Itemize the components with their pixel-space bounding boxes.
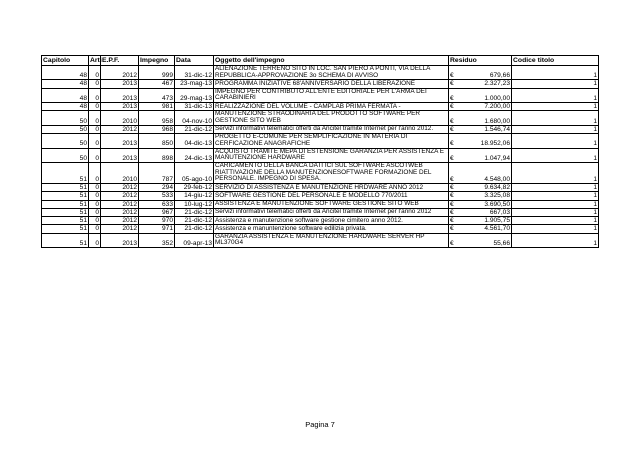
cell-data: 21-dic-12: [175, 125, 214, 133]
cell-data: 29-feb-12: [175, 184, 214, 192]
cell-impegno: 967: [139, 208, 175, 216]
cell-impegno: 968: [139, 125, 175, 133]
cell-impegno: 999: [139, 66, 175, 80]
header-codice-titolo: Codice titolo: [512, 56, 599, 66]
cell-residuo: 1.000,00: [459, 88, 512, 102]
cell-oggetto: MANUTENZIONE STRAODINARIA DEL PRODOTTO SOFTWARE PER GESTIONE SITO WEB: [214, 111, 449, 125]
cell-impegno: 294: [139, 184, 175, 192]
cell-arti: 0: [89, 184, 101, 192]
cell-epf: 2013: [101, 88, 139, 102]
table-row: [42, 80, 599, 88]
cell-capitolo: 51: [42, 200, 89, 208]
cell-residuo: 2.327,23: [459, 80, 512, 88]
cell-capitolo: 51: [42, 225, 89, 233]
cell-impegno: 970: [139, 217, 175, 225]
cell-data: 09-apr-13: [175, 233, 214, 247]
cell-impegno: 633: [139, 200, 175, 208]
table-row: [42, 66, 599, 80]
cell-data: 04-nov-10: [175, 111, 214, 125]
cell-codice-titolo: 1: [512, 66, 599, 80]
cell-codice-titolo: 1: [512, 208, 599, 216]
cell-arti: 0: [89, 80, 101, 88]
cell-capitolo: 48: [42, 66, 89, 80]
cell-data: 21-dic-12: [175, 208, 214, 216]
cell-codice-titolo: 1: [512, 88, 599, 102]
cell-codice-titolo: 1: [512, 200, 599, 208]
cell-arti: 0: [89, 192, 101, 200]
cell-impegno: 787: [139, 162, 175, 183]
cell-codice-titolo: 1: [512, 125, 599, 133]
cell-currency: €: [449, 103, 459, 111]
cell-arti: 0: [89, 66, 101, 80]
cell-codice-titolo: 1: [512, 103, 599, 111]
cell-currency: €: [449, 208, 459, 216]
cell-currency: €: [449, 192, 459, 200]
cell-capitolo: 51: [42, 233, 89, 247]
cell-data: 21-dic-12: [175, 225, 214, 233]
cell-currency: €: [449, 111, 459, 125]
cell-codice-titolo: 1: [512, 134, 599, 148]
cell-epf: 2013: [101, 148, 139, 162]
cell-impegno: 533: [139, 192, 175, 200]
impegni-table: [41, 55, 599, 248]
cell-data: 29-mag-13: [175, 88, 214, 102]
table-row: [42, 148, 599, 162]
cell-arti: 0: [89, 134, 101, 148]
header-impegno: Impegno: [139, 56, 175, 66]
cell-oggetto: GARANZIA ASSISTENZA E MANUTENZIONE HARDWARE SERVER HP ML370G4: [214, 233, 449, 247]
cell-impegno: 352: [139, 233, 175, 247]
cell-capitolo: 51: [42, 217, 89, 225]
cell-codice-titolo: 1: [512, 217, 599, 225]
cell-codice-titolo: 1: [512, 80, 599, 88]
cell-capitolo: 51: [42, 184, 89, 192]
cell-data: 05-ago-10: [175, 162, 214, 183]
cell-residuo: 4.561,70: [459, 225, 512, 233]
cell-epf: 2013: [101, 80, 139, 88]
table-row: [42, 192, 599, 200]
cell-currency: €: [449, 184, 459, 192]
header-oggetto: Oggetto dell'impegno: [214, 56, 449, 66]
cell-oggetto: Servizi informativi telematici offerti da Ancitel tramite Internet per l'anno 2012: [214, 208, 449, 216]
cell-currency: €: [449, 134, 459, 148]
cell-oggetto: ASSISTENZA E MANUTENZIONE SOFTWARE GESTIONE SITO WEB: [214, 200, 449, 208]
cell-codice-titolo: 1: [512, 184, 599, 192]
header-residuo: Residuo: [449, 56, 512, 66]
cell-arti: 0: [89, 225, 101, 233]
cell-residuo: 1.047,94: [459, 148, 512, 162]
cell-epf: 2012: [101, 125, 139, 133]
cell-arti: 0: [89, 148, 101, 162]
cell-capitolo: 50: [42, 134, 89, 148]
cell-arti: 0: [89, 208, 101, 216]
cell-residuo: 55,66: [459, 233, 512, 247]
cell-arti: 0: [89, 162, 101, 183]
cell-residuo: 667,03: [459, 208, 512, 216]
cell-codice-titolo: 1: [512, 162, 599, 183]
cell-epf: 2013: [101, 233, 139, 247]
cell-impegno: 981: [139, 103, 175, 111]
header-epf: E.P.F.: [101, 56, 139, 66]
cell-oggetto: CARICAMENTO DELLA BANCA DATI ICI SUL SOFTWARE ASCOTWEB RIATTIVAZIONE DELLA MANUTENZIONESOFTWARE FORMAZIONE DEL PERSONALE. IMPEGNO DI SPESA.: [214, 162, 449, 183]
cell-epf: 2010: [101, 162, 139, 183]
cell-currency: €: [449, 233, 459, 247]
cell-oggetto: IMPEGNO PER CONTRIBUTO ALL'ENTE EDITORIALE PER L'ARMA DEI CARABINIERI: [214, 88, 449, 102]
cell-residuo: 1.905,75: [459, 217, 512, 225]
cell-residuo: 9.634,82: [459, 184, 512, 192]
cell-epf: 2010: [101, 111, 139, 125]
cell-oggetto: Assistenza e manutenzione software gestione cimitero anno 2012.: [214, 217, 449, 225]
cell-epf: 2012: [101, 217, 139, 225]
cell-arti: 0: [89, 88, 101, 102]
table-row: [42, 88, 599, 102]
cell-oggetto: ACQUISTO TRAMITE MEPA DI ESTENSIONE GARANZIA PER ASSISTENZA E MANUTENZIONE HARDWARE: [214, 148, 449, 162]
cell-impegno: 898: [139, 148, 175, 162]
table-row: [42, 200, 599, 208]
cell-oggetto: PROGETTO E-COMUNE PER SEMPLIFICAZIONE IN MATERIA DI CERFICAZIONE ANAGRAFICHE: [214, 134, 449, 148]
cell-epf: 2013: [101, 134, 139, 148]
cell-residuo: 1.680,00: [459, 111, 512, 125]
cell-impegno: 971: [139, 225, 175, 233]
cell-residuo: 1.546,74: [459, 125, 512, 133]
cell-oggetto: REALIZZAZIONE DEL VOLUME - CAMPLAB PRIMA FERMATA -: [214, 103, 449, 111]
header-row: [42, 56, 599, 66]
cell-currency: €: [449, 162, 459, 183]
cell-residuo: 3.690,50: [459, 200, 512, 208]
table-row: [42, 111, 599, 125]
cell-arti: 0: [89, 125, 101, 133]
cell-residuo: 7.200,00: [459, 103, 512, 111]
table-row: [42, 184, 599, 192]
header-arti: Arti: [90, 56, 102, 64]
table-row: [42, 225, 599, 233]
cell-oggetto: Servizi informativi telematici offerti da Ancitel tramite Internet per l'anno 2012.: [214, 125, 449, 133]
cell-capitolo: 51: [42, 192, 89, 200]
cell-codice-titolo: 1: [512, 111, 599, 125]
table-row: [42, 208, 599, 216]
cell-currency: €: [449, 66, 459, 80]
cell-data: 31-dic-12: [175, 66, 214, 80]
cell-currency: €: [449, 80, 459, 88]
cell-capitolo: 51: [42, 208, 89, 216]
cell-currency: €: [449, 125, 459, 133]
cell-arti: 0: [89, 103, 101, 111]
table-row: [42, 217, 599, 225]
cell-impegno: 958: [139, 111, 175, 125]
cell-codice-titolo: 1: [512, 233, 599, 247]
cell-data: 14-giu-12: [175, 192, 214, 200]
cell-impegno: 850: [139, 134, 175, 148]
cell-arti: 0: [89, 200, 101, 208]
cell-capitolo: 48: [42, 103, 89, 111]
cell-oggetto: Assistenza e manuntenzione software edilizia privata.: [214, 225, 449, 233]
cell-oggetto: SOFTWARE GESTIONE DEL PERSONALE E MODELLO 770/2011: [214, 192, 449, 200]
cell-data: 04-dic-13: [175, 134, 214, 148]
header-data: Data: [175, 56, 214, 66]
cell-currency: €: [449, 88, 459, 102]
cell-data: 31-dic-13: [175, 103, 214, 111]
cell-currency: €: [449, 148, 459, 162]
cell-arti: 0: [89, 111, 101, 125]
cell-codice-titolo: 1: [512, 192, 599, 200]
cell-epf: 2012: [101, 184, 139, 192]
cell-oggetto: PROGRAMMA INIZIATIVE 68'ANNIVERSARIO DELLA LIBERAZIONE: [214, 80, 449, 88]
cell-residuo: 18.952,06: [459, 134, 512, 148]
cell-arti: 0: [89, 233, 101, 247]
cell-impegno: 473: [139, 88, 175, 102]
cell-residuo: 3.325,08: [459, 192, 512, 200]
page-number: Pagina 7: [305, 420, 335, 429]
cell-capitolo: 50: [42, 125, 89, 133]
cell-residuo: 4.548,00: [459, 162, 512, 183]
cell-data: 10-lug-12: [175, 200, 214, 208]
cell-epf: 2012: [101, 66, 139, 80]
header-capitolo: Capitolo: [42, 56, 89, 66]
cell-currency: €: [449, 200, 459, 208]
cell-data: 23-mag-13: [175, 80, 214, 88]
cell-codice-titolo: 1: [512, 148, 599, 162]
cell-capitolo: 48: [42, 88, 89, 102]
table-row: [42, 134, 599, 148]
cell-epf: 2012: [101, 200, 139, 208]
cell-data: 21-dic-12: [175, 217, 214, 225]
cell-oggetto: ALIENAZIONE TERRENO SITO IN LOC. SAN PIERO A PONTI, VIA DELLA REPUBBLICA-APPROVAZIONE 3o SCHEMA DI AVVISO: [214, 66, 449, 80]
cell-capitolo: 51: [42, 162, 89, 183]
table-row: [42, 162, 599, 183]
cell-codice-titolo: 1: [512, 225, 599, 233]
cell-data: 24-dic-13: [175, 148, 214, 162]
cell-currency: €: [449, 217, 459, 225]
cell-capitolo: 50: [42, 111, 89, 125]
cell-epf: 2012: [101, 208, 139, 216]
cell-epf: 2013: [101, 103, 139, 111]
cell-oggetto: SERVIZIO DI ASSISTENZA E MANUTENZIONE HRDWARE ANNO 2012: [214, 184, 449, 192]
cell-capitolo: 50: [42, 148, 89, 162]
cell-epf: 2012: [101, 225, 139, 233]
cell-capitolo: 48: [42, 80, 89, 88]
cell-epf: 2012: [101, 192, 139, 200]
cell-impegno: 467: [139, 80, 175, 88]
cell-arti: 0: [89, 217, 101, 225]
cell-currency: €: [449, 225, 459, 233]
cell-residuo: 679,66: [459, 66, 512, 80]
table-row: [42, 233, 599, 247]
